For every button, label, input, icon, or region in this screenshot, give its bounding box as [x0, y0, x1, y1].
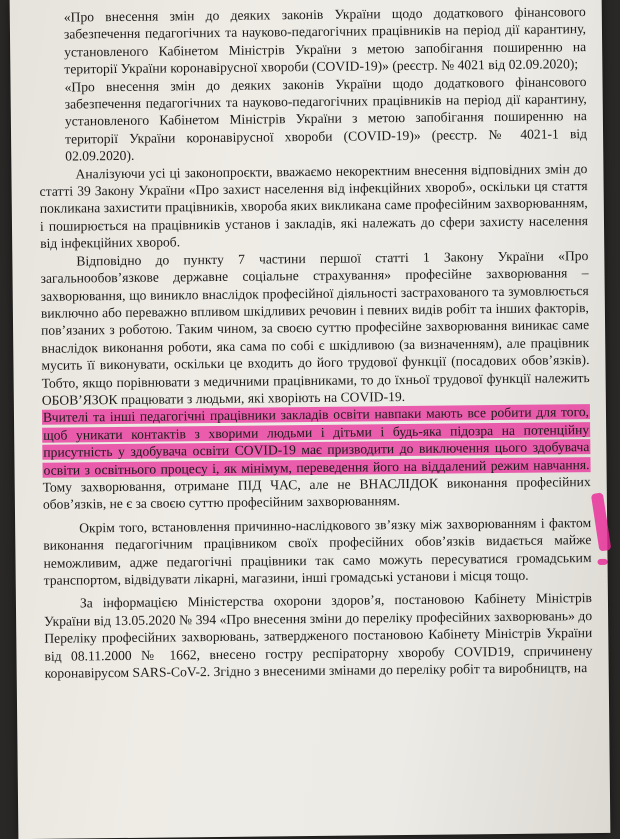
highlighter-margin-stroke [591, 492, 612, 551]
causality-paragraph: Окрім того, встановлення причинно-наслідкового зв’язку між захворюванням і фактом виконання педагогічним працівником своїх професійних обов’язків видається майже неможливим, адже педагогічні працівники так само можуть пересуватися громадським транспортом, відвідувати лікарні, магазини, інші громадські установи і місця тощо. [43, 514, 592, 588]
highlighted-paragraph [42, 403, 591, 513]
highlighter-margin-mark [598, 559, 608, 565]
document-page [10, 0, 611, 839]
highlighted-text: Вчителі та інші педагогічні працівники закладів освіти навпаки мають все робити для того, щоб уникати контактів з хворими людьми і дітьми і будь-яка підозра на потенційну присутність у здобувача освіти COVID-19 має призводити до виключення цього здобувача освіти з освітнього процесу і, як мінімум, переведення його на віддалений режим навчання. [42, 404, 590, 478]
definition-paragraph: Відповідно до пункту 7 частини першої статті 1 Закону України «Про загальнообов’язкове державне соціальне страхування» професійне захворювання – захворювання, що виникло внаслідок професійної діяльності застрахованого та зумовлюється виключно або переважно впливом шкідливих речовин і певних видів робіт та інших факторів, пов’язаних з роботою. Таким чином, за своєю суттю професійне захворювання виникає саме внаслідок виконання роботи, яка сама по собі є шкідливою (за визначенням), але працівник мусить її виконувати, оскільки це входить до його трудової функції (посадових обов’язків). Тобто, якщо порівнювати з медичними працівниками, то до їхньої трудової функції належить ОБОВ’ЯЗОК працювати з людьми, які хворіють на COVID-19. [40, 247, 590, 408]
document-body [38, 3, 593, 682]
analysis-paragraph: Аналізуючи усі ці законопроєкти, вважаємо некоректним внесення відповідних змін до статті 39 Закону України «Про захист населення від інфекційних хвороб», оскільки ця стаття покликана захистити працівників, хвороба яких викликана саме професійним захворюванням, і поширюється на працівників установ і закладів, які належать до сфери захисту населення від інфекційних хвороб. [39, 160, 589, 252]
post-highlight-text: Тому захворювання, отримане ПІД ЧАС, але не ВНАСЛІДОК виконання професійних обов’язків, не є за своєю суттю професійним захворюванням. [42, 474, 591, 513]
quoted-bill-4021: «Про внесення змін до деяких законів України щодо додаткового фінансового забезпечення педагогічних та науково-педагогічних працівників на період дії карантину, установленого Кабінетом Міністрів України з метою запобігання поширенню на території України коронавірусної хвороби (COVID-19)» (реєстр. № 4021 від 02.09.2020); [63, 4, 587, 77]
quoted-bill-4021-1: «Про внесення змін до деяких законів України щодо додаткового фінансового забезпечення педагогічних та науково-педагогічних працівників на період дії карантину, установленого Кабінетом Міністрів України з метою запобігання поширенню на території України коронавірусної хвороби (COVID-19)» (реєстр. № 4021-1 від 02.09.2020). [64, 73, 588, 164]
ministry-paragraph: За інформацією Міністерства охорони здоров’я, постановою Кабінету Міністрів України від 13.05.2020 № 394 «Про внесення зміни до переліку професійних захворювань» до Переліку професійних захворювань, затвердженого постановою Кабінету Міністрів України від 08.11.2000 № 1662, внесено гостру респіраторну хворобу COVID19, спричинену коронавірусом SARS-CoV-2. Згідно з внесеними змінами до переліку робіт та виробництв, на [44, 590, 593, 681]
